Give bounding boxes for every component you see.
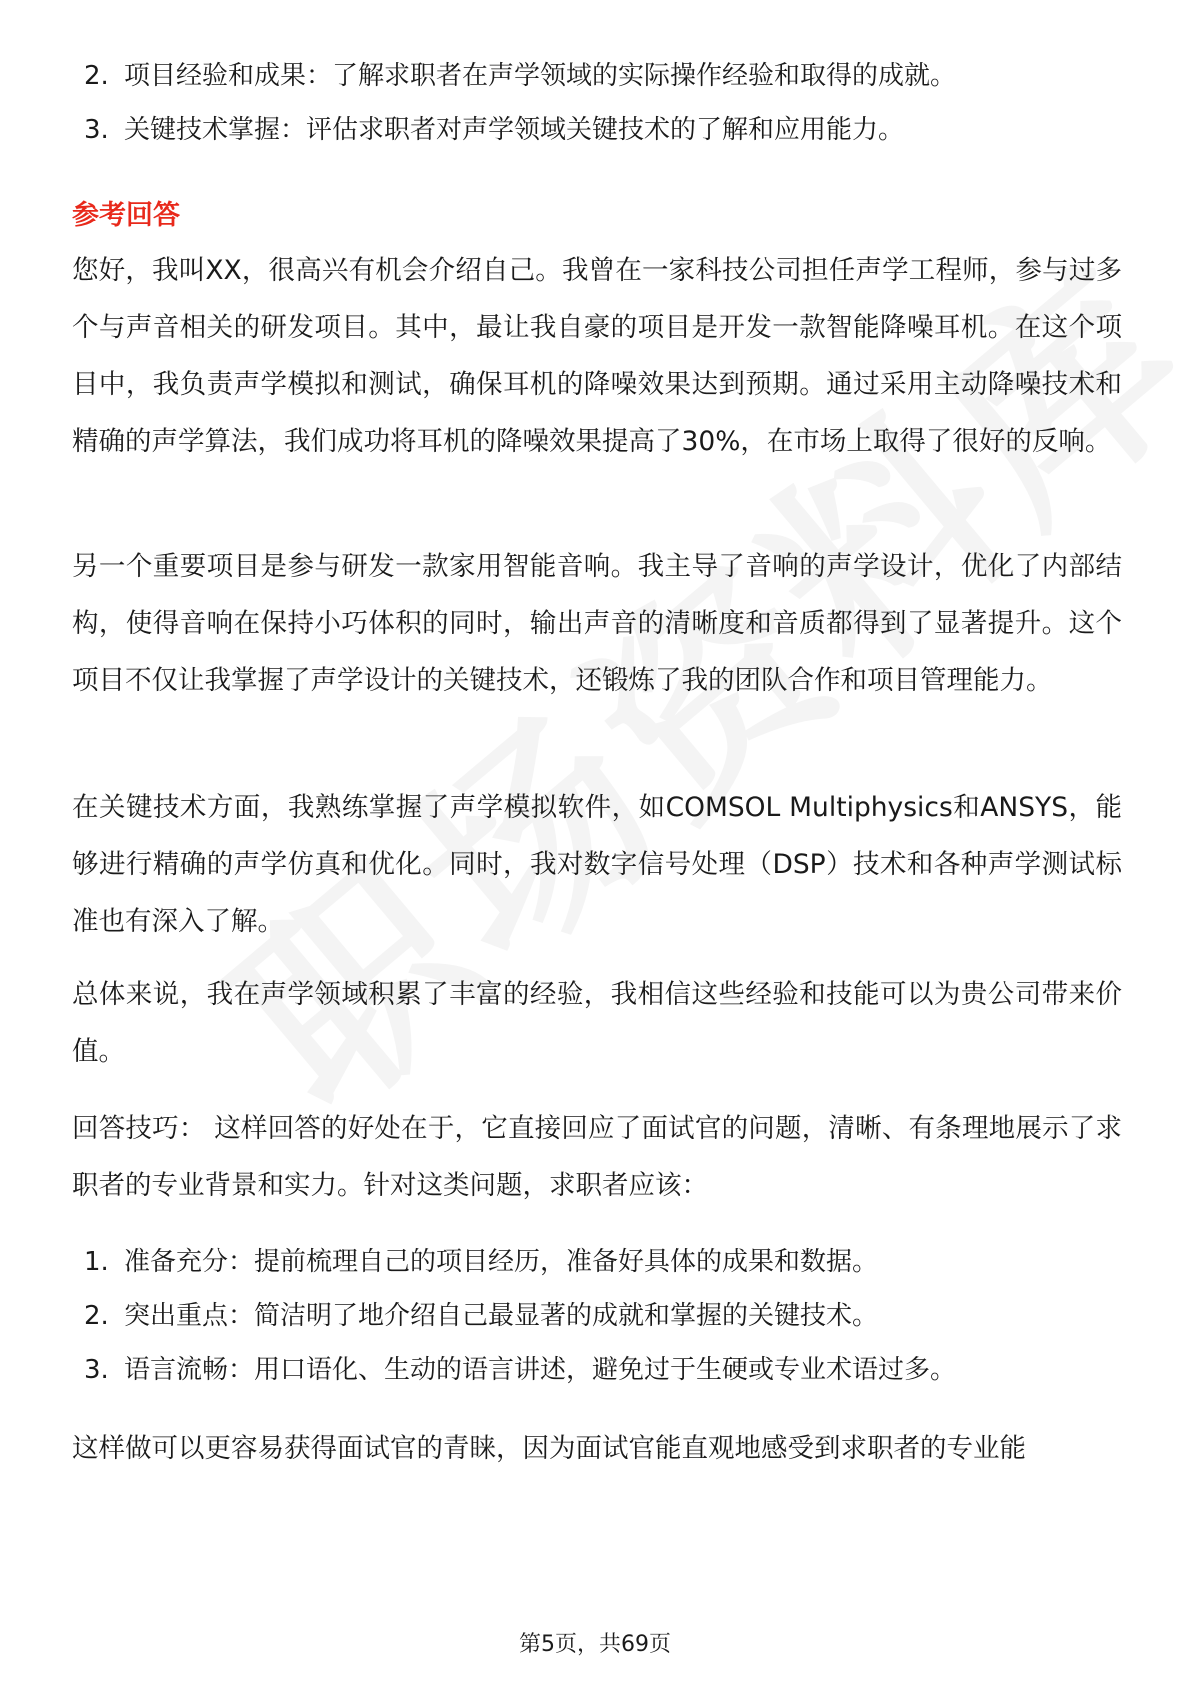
list-text: 关键技术掌握：评估求职者对声学领域关键技术的了解和应用能力。 [124, 115, 905, 145]
paragraph-conclusion: 这样做可以更容易获得面试官的青睐，因为面试官能直观地感受到求职者的专业能 [72, 1433, 1026, 1464]
paragraph-project: 另一个重要项目是参与研发一款家用智能音响。我主导了音响的声学设计，优化了内部结构，使得音响在保持小巧体积的同时，输出声音的清晰度和音质都得到了显著提升。这个项目不仅让我掌握了声学设计的关键技术，还锻炼了我的团队合作和项目管理能力。 [72, 551, 1122, 696]
paragraph-summary: 总体来说，我在声学领域积累了丰富的经验，我相信这些经验和技能可以为贵公司带来价值。 [72, 979, 1122, 1067]
section-heading: 参考回答 [72, 200, 180, 231]
list-text: 准备充分：提前梳理自己的项目经历，准备好具体的成果和数据。 [124, 1247, 879, 1277]
list-item [84, 112, 904, 148]
list-item [84, 58, 956, 94]
list-item [84, 1352, 956, 1388]
list-number: 3. [84, 1355, 109, 1385]
list-number: 1. [84, 1247, 109, 1277]
list-number: 2. [84, 1301, 109, 1331]
list-item [84, 1244, 878, 1280]
paragraph-skills: 在关键技术方面，我熟练掌握了声学模拟软件，如COMSOL Multiphysics和ANSYS，能够进行精确的声学仿真和优化。同时，我对数字信号处理（DSP）技术和各种声学测试标准也有深入了解。 [72, 792, 1122, 937]
list-text: 项目经验和成果：了解求职者在声学领域的实际操作经验和取得的成就。 [124, 61, 957, 91]
list-number: 3. [84, 115, 109, 145]
page-footer: 第5页，共69页 [519, 1632, 671, 1657]
list-number: 2. [84, 61, 109, 91]
list-item [84, 1298, 878, 1334]
paragraph-tips-intro: 回答技巧： 这样回答的好处在于，它直接回应了面试官的问题，清晰、有条理地展示了求职者的专业背景和实力。针对这类问题，求职者应该： [72, 1113, 1122, 1201]
list-text: 语言流畅：用口语化、生动的语言讲述，避免过于生硬或专业术语过多。 [124, 1355, 957, 1385]
paragraph-intro: 您好，我叫XX，很高兴有机会介绍自己。我曾在一家科技公司担任声学工程师，参与过多个与声音相关的研发项目。其中，最让我自豪的项目是开发一款智能降噪耳机。在这个项目中，我负责声学模拟和测试，确保耳机的降噪效果达到预期。通过采用主动降噪技术和精确的声学算法，我们成功将耳机的降噪效果提高了30%，在市场上取得了很好的反响。 [72, 255, 1122, 457]
list-text: 突出重点：简洁明了地介绍自己最显著的成就和掌握的关键技术。 [124, 1301, 879, 1331]
